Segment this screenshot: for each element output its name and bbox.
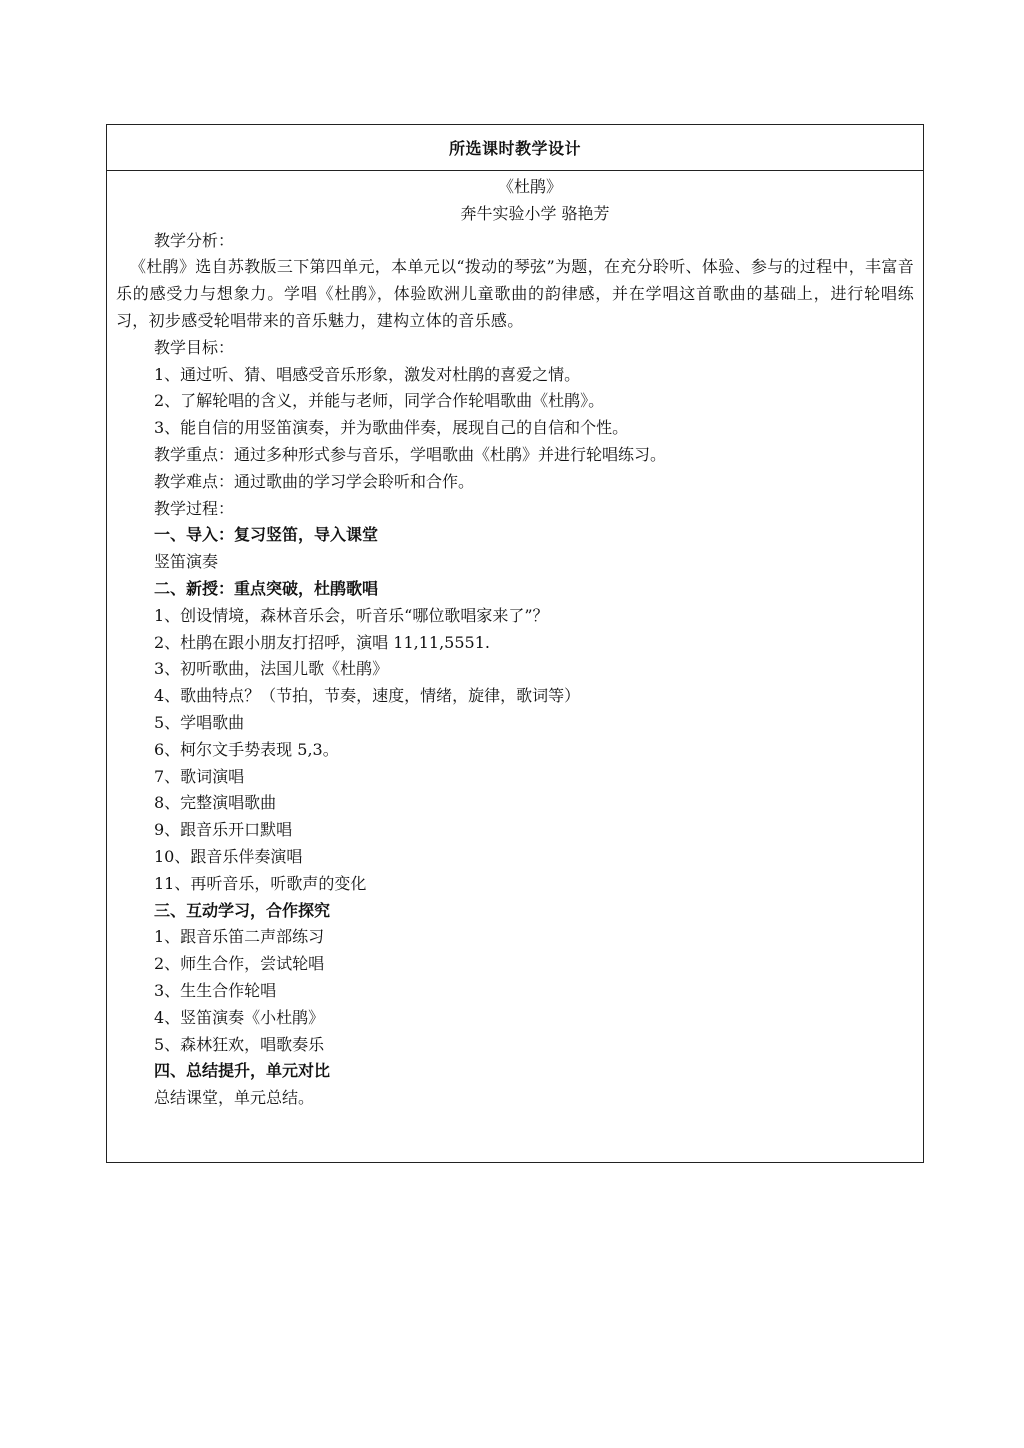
list-item: 8、完整演唱歌曲 xyxy=(154,793,277,813)
goal-item: 2、了解轮唱的含义，并能与老师，同学合作轮唱歌曲《杜鹃》。 xyxy=(154,391,605,411)
list-item: 2、杜鹃在跟小朋友打招呼，演唱 11,11,5551. xyxy=(154,632,490,652)
lesson-design-table xyxy=(106,124,924,1163)
table-header: 所选课时教学设计 xyxy=(107,125,923,171)
list-item: 3、初听歌曲，法国儿歌《杜鹃》 xyxy=(154,659,389,679)
section-heading: 四、总结提升，单元对比 xyxy=(154,1061,331,1081)
goal-item: 1、通过听、猜、唱感受音乐形象，激发对杜鹃的喜爱之情。 xyxy=(154,364,581,384)
process-label: 教学过程： xyxy=(154,498,235,518)
section-heading: 二、新授：重点突破，杜鹃歌唱 xyxy=(154,578,379,598)
list-item: 总结课堂，单元总结。 xyxy=(154,1088,315,1108)
list-item: 5、学唱歌曲 xyxy=(154,712,245,732)
section-heading: 三、互动学习，合作探究 xyxy=(154,900,331,920)
goal-item: 3、能自信的用竖笛演奏，并为歌曲伴奏，展现自己的自信和个性。 xyxy=(154,418,629,438)
key-point: 教学重点：通过多种形式参与音乐，学唱歌曲《杜鹃》并进行轮唱练习。 xyxy=(154,444,667,464)
list-item: 1、创设情境，森林音乐会，听音乐“哪位歌唱家来了”？ xyxy=(154,605,549,625)
lesson-author: 奔牛实验小学 骆艳芳 xyxy=(460,203,610,223)
difficulty: 教学难点：通过歌曲的学习学会聆听和合作。 xyxy=(154,471,475,491)
list-item: 7、歌词演唱 xyxy=(154,766,245,786)
list-item: 4、竖笛演奏《小杜鹃》 xyxy=(154,1007,325,1027)
analysis-label: 教学分析： xyxy=(154,230,235,250)
list-item: 5、森林狂欢，唱歌奏乐 xyxy=(154,1034,325,1054)
list-item: 4、歌曲特点？（节拍，节奏，速度，情绪，旋律，歌词等） xyxy=(154,686,581,706)
section-heading: 一、导入：复习竖笛，导入课堂 xyxy=(154,525,379,545)
list-item: 竖笛演奏 xyxy=(154,552,219,572)
list-item: 9、跟音乐开口默唱 xyxy=(154,820,293,840)
list-item: 10、跟音乐伴奏演唱 xyxy=(154,846,303,866)
lesson-title: 《杜鹃》 xyxy=(497,177,562,196)
table-body xyxy=(107,171,923,1112)
list-item: 1、跟音乐笛二声部练习 xyxy=(154,927,325,947)
goals-label: 教学目标： xyxy=(154,337,235,357)
list-item: 2、师生合作，尝试轮唱 xyxy=(154,954,325,974)
list-item: 6、柯尔文手势表现 5,3。 xyxy=(154,739,339,759)
list-item: 3、生生合作轮唱 xyxy=(154,980,277,1000)
analysis-text: 《杜鹃》选自苏教版三下第四单元，本单元以“拨动的琴弦”为题，在充分聆听、体验、参与的过程中，丰富音乐的感受力与想象力。学唱《杜鹃》，体验欧洲儿童歌曲的韵律感，并在学唱这首歌曲的基础上，进行轮唱练习，初步感受轮唱带来的音乐魅力，建构立体的音乐感。 xyxy=(116,257,914,330)
list-item: 11、再听音乐，听歌声的变化 xyxy=(154,873,367,893)
